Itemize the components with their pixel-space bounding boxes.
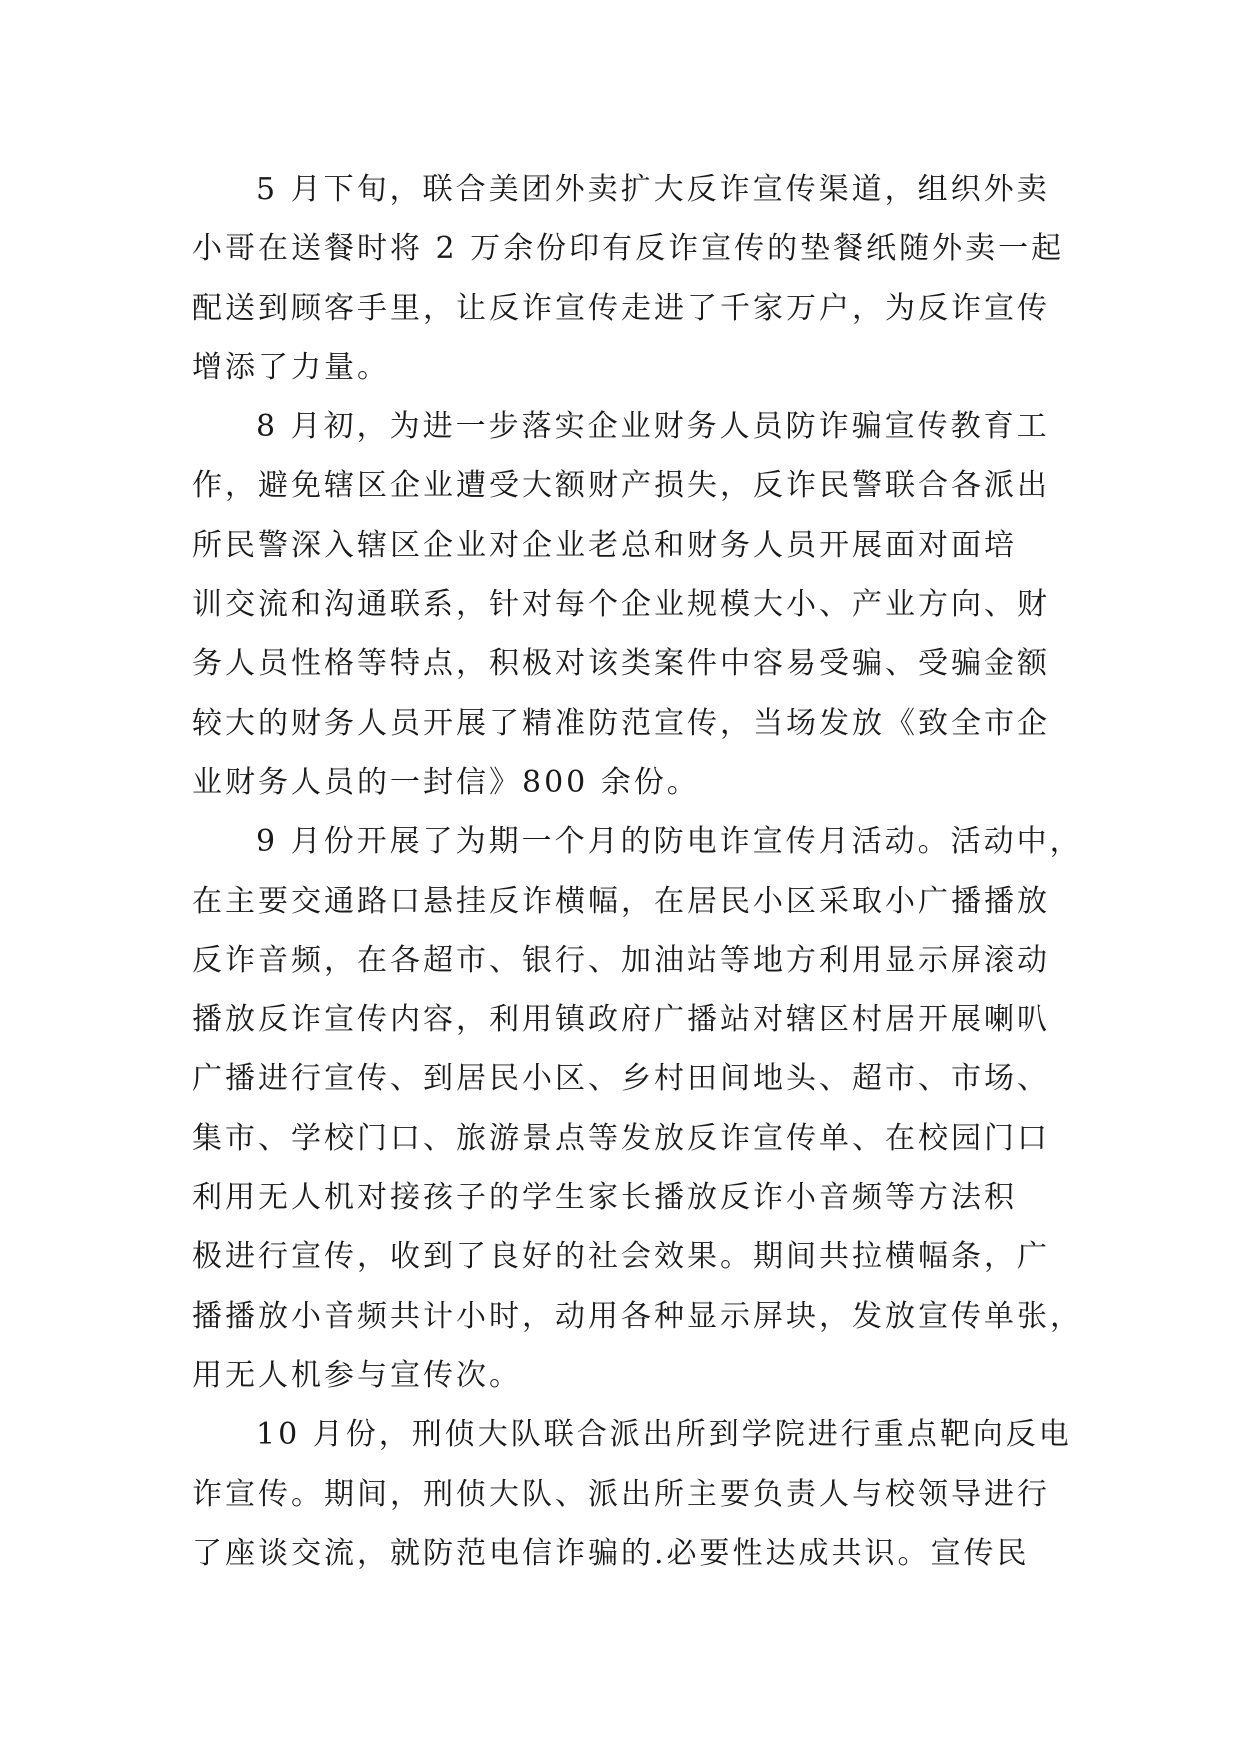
- text-line: 了座谈交流，就防范电信诈骗的.必要性达成共识。宣传民: [192, 1535, 1030, 1571]
- text-line: 播放反诈宣传内容，利用镇政府广播站对辖区村居开展喇叭: [192, 1002, 1050, 1038]
- text-line: 5 月下旬，联合美团外卖扩大反诈宣传渠道，组织外卖: [256, 172, 1050, 207]
- body-text: [192, 160, 1083, 1583]
- text-line: 8 月初，为进一步落实企业财务人员防诈骗宣传教育工: [256, 409, 1050, 445]
- text-line: 训交流和沟通联系，针对每个企业规模大小、产业方向、财: [192, 587, 1050, 623]
- text-line: 9 月份开展了为期一个月的防电诈宣传月活动。活动中，: [256, 824, 1083, 860]
- text-line: 增添了力量。: [192, 349, 390, 385]
- text-line: 作，避免辖区企业遭受大额财产损失，反诈民警联合各派出: [192, 468, 1050, 504]
- text-line: 广播进行宣传、到居民小区、乡村田间地头、超市、市场、: [192, 1061, 1050, 1097]
- text-line: 配送到顾客手里，让反诈宣传走进了千家万户，为反诈宣传: [192, 290, 1050, 326]
- text-line: 利用无人机对接孩子的学生家长播放反诈小音频等方法积: [192, 1180, 1017, 1216]
- text-line: 诈宣传。期间，刑侦大队、派出所主要负责人与校领导进行: [192, 1476, 1050, 1512]
- text-line: 业财务人员的一封信》800 余份。: [192, 764, 700, 800]
- text-line: 集市、学校门口、旅游景点等发放反诈宣传单、在校园门口: [192, 1120, 1050, 1156]
- text-line: 反诈音频，在各超市、银行、加油站等地方利用显示屏滚动: [192, 942, 1050, 978]
- text-line: 用无人机参与宣传次。: [192, 1357, 522, 1393]
- text-line: 所民警深入辖区企业对企业老总和财务人员开展面对面培: [192, 527, 1017, 563]
- text-line: 播播放小音频共计小时，动用各种显示屏块，发放宣传单张，: [192, 1298, 1083, 1334]
- text-line: 在主要交通路口悬挂反诈横幅，在居民小区采取小广播播放: [192, 883, 1050, 919]
- text-line: 务人员性格等特点，积极对该类案件中容易受骗、受骗金额: [192, 646, 1050, 682]
- text-line: 小哥在送餐时将 2 万余份印有反诈宣传的垫餐纸随外卖一起: [192, 231, 1065, 267]
- text-line: 极进行宣传，收到了良好的社会效果。期间共拉横幅条，广: [192, 1239, 1050, 1275]
- text-line: 较大的财务人员开展了精准防范宣传，当场发放《致全市企: [192, 705, 1050, 741]
- text-line: 10 月份，刑侦大队联合派出所到学院进行重点靶向反电: [256, 1417, 1072, 1453]
